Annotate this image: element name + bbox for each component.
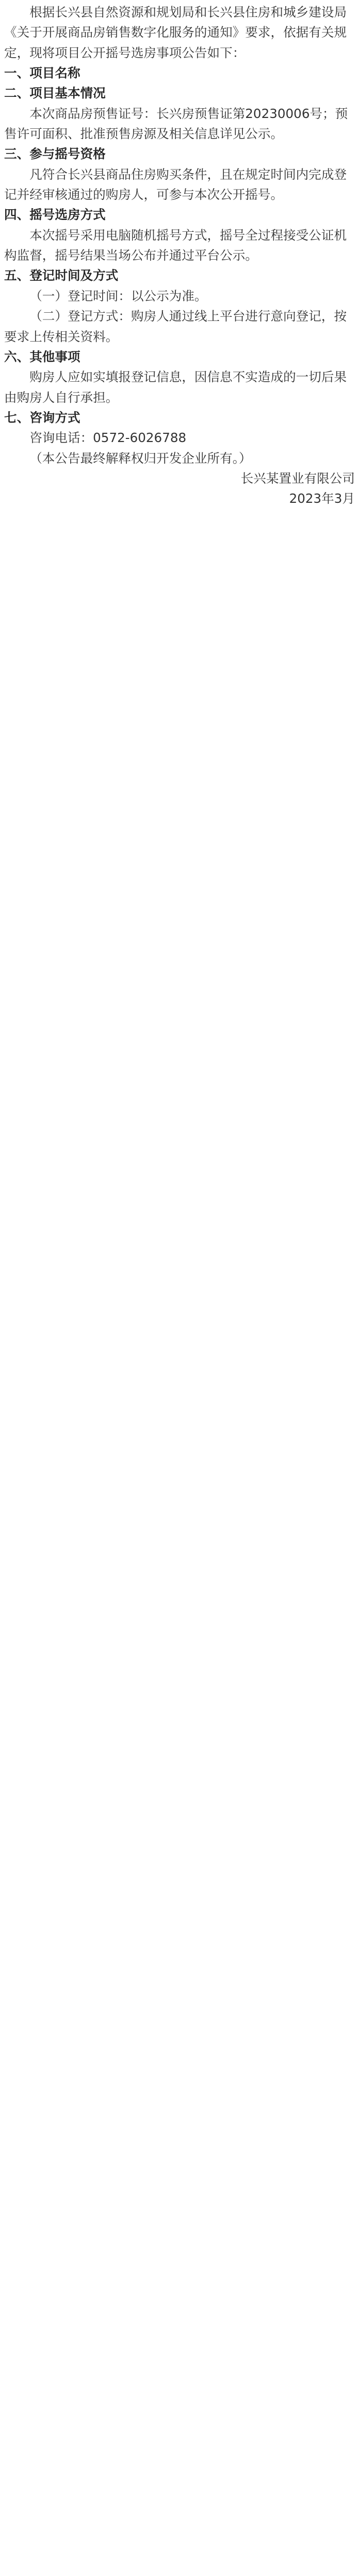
section-heading: 二、项目基本情况 — [4, 86, 106, 101]
signature-company: 长兴某置业有限公司 — [240, 470, 355, 486]
body-paragraph: 购房人应如实填报登记信息，因信息不实造成的一切后果由购房人自行承担。 — [4, 369, 347, 405]
section-heading: 五、登记时间及方式 — [4, 268, 119, 283]
body-paragraph: （二）登记方式：购房人通过线上平台进行意向登记，按要求上传相关资料。 — [4, 309, 347, 344]
body-paragraph: （一）登记时间：以公示为准。 — [29, 288, 207, 303]
section-heading: 四、摇号选房方式 — [4, 207, 106, 223]
announcement-body — [4, 2, 355, 509]
body-paragraph: （本公告最终解释权归开发企业所有。） — [29, 450, 252, 466]
body-paragraph: 咨询电话：0572-6026788 — [29, 430, 187, 446]
section-heading: 一、项目名称 — [4, 65, 80, 81]
intro-paragraph: 根据长兴县自然资源和规划局和长兴县住房和城乡建设局《关于开展商品房销售数字化服务的通知》要求，依据有关规定，现将项目公开摇号选房事项公告如下： — [4, 5, 347, 60]
section-heading: 六、其他事项 — [4, 349, 80, 364]
section-heading: 三、参与摇号资格 — [4, 146, 106, 162]
signature-date: 2023年3月 — [289, 491, 355, 506]
section-heading: 七、咨询方式 — [4, 410, 80, 425]
body-paragraph: 凡符合长兴县商品住房购买条件，且在规定时间内完成登记并经审核通过的购房人，可参与本次公开摇号。 — [4, 166, 347, 202]
body-paragraph: 本次商品房预售证号：长兴房预售证第20230006号；预售许可面积、批准预售房源及相关信息详见公示。 — [4, 106, 348, 142]
body-paragraph: 本次摇号采用电脑随机摇号方式，摇号全过程接受公证机构监督，摇号结果当场公布并通过平台公示。 — [4, 227, 347, 263]
